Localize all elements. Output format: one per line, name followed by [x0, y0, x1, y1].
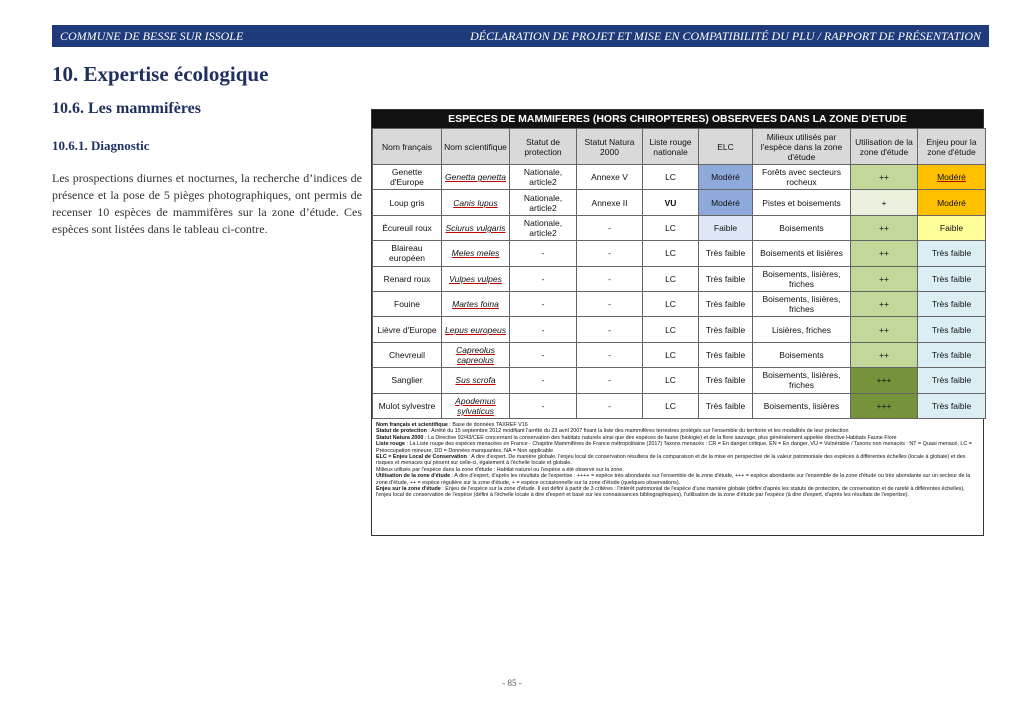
cell-milieux: Boisements, lisières: [753, 393, 851, 418]
cell-fr: Lièvre d'Europe: [373, 317, 442, 342]
cell-milieux: Lisières, friches: [753, 317, 851, 342]
cell-prot: Nationale, article2: [510, 215, 577, 240]
note-label: Nom français et scientifique: [376, 421, 448, 428]
note-text: : Arrêté du 15 septembre 2012 modifiant l'arrêté du 23 avril 2007 fixant la liste des mammifères terrestres protégés sur l'ensemble du territoire et les modalités de leur protection: [426, 428, 849, 435]
table-row: [373, 342, 986, 367]
cell-util: +++: [851, 368, 918, 393]
cell-fr: Blaireau européen: [373, 241, 442, 266]
cell-lr: LC: [643, 266, 699, 291]
cell-sci: Meles meles: [442, 241, 510, 266]
cell-lr: LC: [643, 215, 699, 240]
cell-natura: -: [577, 317, 643, 342]
table-row: [373, 190, 986, 215]
note-text: : A dire d'expert, d'après les résultats de l'expertise : ++++ = espèce très abondante sur l'ensemble de la zone d'étude, +++ = espèce abondante sur l'ensemble de la zone d'étude ou très abondante sur un secteur de la zone d'étude, ++ = espèce régulière sur la zone d'étude, + = espèce occasionnelle sur la zone d'étude (quelques observations).: [376, 473, 971, 486]
cell-prot: -: [510, 368, 577, 393]
cell-util: ++: [851, 291, 918, 316]
cell-elc: Très faible: [699, 241, 753, 266]
cell-natura: -: [577, 291, 643, 316]
cell-enjeu: Très faible: [918, 342, 986, 367]
cell-fr: Renard roux: [373, 266, 442, 291]
cell-natura: -: [577, 393, 643, 418]
subsubsection-title: 10.6.1. Diagnostic: [52, 138, 150, 153]
cell-prot: Nationale, article2: [510, 190, 577, 215]
cell-sci: Sus scrofa: [442, 368, 510, 393]
cell-sci: Canis lupus: [442, 190, 510, 215]
note-text: : A dire d'expert. De manière globale, l'enjeu local de conservation résultera de la comparaison et de la mise en perspective de la valeur patrimoniale des espèces à différentes échelles (locale à globale) et des risques et menaces qui pèsent sur celle-ci, également à l'échelle locale et globale.: [376, 453, 966, 467]
cell-elc: Faible: [699, 215, 753, 240]
cell-elc: Très faible: [699, 291, 753, 316]
note-line: [376, 454, 979, 467]
subsection-title: 10.6. Les mammifères: [52, 100, 201, 117]
header-left: COMMUNE DE BESSE SUR ISSOLE: [60, 28, 244, 43]
species-table-panel: [371, 109, 984, 536]
table-row: [373, 266, 986, 291]
species-table: [372, 128, 986, 419]
cell-natura: -: [577, 342, 643, 367]
cell-fr: Chevreuil: [373, 342, 442, 367]
cell-fr: Sanglier: [373, 368, 442, 393]
cell-enjeu: Modéré: [918, 165, 986, 190]
header-band: [52, 25, 989, 47]
cell-fr: Loup gris: [373, 190, 442, 215]
cell-natura: -: [577, 368, 643, 393]
body-paragraph: Les prospections diurnes et nocturnes, la recherche d’indices de présence et la pose de 5 pièges photographiques, ont permis de recenser 10 espèces de mammifères sur la zone d’étude. Ces espèces sont listées dans le tableau ci-contre.: [52, 171, 362, 236]
cell-fr: Écureuil roux: [373, 215, 442, 240]
cell-lr: LC: [643, 393, 699, 418]
cell-milieux: Boisements, lisières, friches: [753, 266, 851, 291]
cell-util: ++: [851, 317, 918, 342]
cell-lr: LC: [643, 241, 699, 266]
col-header: ELC: [699, 129, 753, 165]
cell-natura: Annexe V: [577, 165, 643, 190]
cell-sci: Vulpes vulpes: [442, 266, 510, 291]
cell-natura: Annexe II: [577, 190, 643, 215]
note-text: : Enjeu de l'espèce sur la zone d'étude. Il est défini à partir de 3 critères : l'intérêt patrimonial de l'espèce d'une manière globale (défini d'après les statuts de protection, de conservation et de rareté à différentes échelles), l'enjeu local de conservation de l'espèce (défini à l'échelle locale à dire d'expert et basé sur les connaissances bibliographiques), l'utilisation de la zone d'étude par l'espèce (à dire d'expert, d'après les résultats de l'expertise).: [376, 485, 965, 499]
cell-sci: Apodemus sylvaticus: [442, 393, 510, 418]
cell-lr: LC: [643, 291, 699, 316]
cell-enjeu: Très faible: [918, 368, 986, 393]
cell-enjeu: Très faible: [918, 393, 986, 418]
cell-elc: Très faible: [699, 317, 753, 342]
cell-milieux: Boisements, lisières, friches: [753, 291, 851, 316]
cell-sci: Martes foina: [442, 291, 510, 316]
cell-elc: Très faible: [699, 368, 753, 393]
cell-elc: Très faible: [699, 393, 753, 418]
table-notes: [372, 419, 983, 502]
note-label: Statut Natura 2000: [376, 434, 424, 441]
table-row: [373, 165, 986, 190]
cell-lr: LC: [643, 342, 699, 367]
cell-prot: -: [510, 393, 577, 418]
cell-elc: Modéré: [699, 190, 753, 215]
cell-enjeu: Très faible: [918, 266, 986, 291]
table-header-row: [373, 129, 986, 165]
cell-util: ++: [851, 266, 918, 291]
cell-sci: Sciurus vulgaris: [442, 215, 510, 240]
cell-elc: Très faible: [699, 342, 753, 367]
cell-prot: -: [510, 266, 577, 291]
note-label: Liste rouge: [376, 441, 406, 448]
cell-prot: -: [510, 317, 577, 342]
col-header: Statut Natura 2000: [577, 129, 643, 165]
col-header: Nom scientifique: [442, 129, 510, 165]
note-line: [376, 441, 979, 454]
col-header: Enjeu pour la zone d'étude: [918, 129, 986, 165]
table-row: [373, 291, 986, 316]
cell-util: ++: [851, 165, 918, 190]
col-header: Milieux utilisés par l'espèce dans la zone d'étude: [753, 129, 851, 165]
table-row: [373, 368, 986, 393]
note-label: Statut de protection: [376, 428, 427, 435]
note-text: : Base de données TAXREF V16: [447, 421, 528, 428]
cell-fr: Mulot sylvestre: [373, 393, 442, 418]
cell-util: ++: [851, 342, 918, 367]
cell-util: ++: [851, 215, 918, 240]
cell-elc: Très faible: [699, 266, 753, 291]
cell-enjeu: Modéré: [918, 190, 986, 215]
cell-prot: -: [510, 342, 577, 367]
note-text: : La Directive 92/43/CEE concernant la conservation des habitats naturels ainsi que des espèces de faune (biologie) et de la flore sauvage, plus généralement appelée directive Habitats Faune Flore: [423, 434, 897, 441]
cell-prot: -: [510, 241, 577, 266]
note-label: Enjeu sur la zone d'étude: [376, 485, 441, 492]
col-header: Nom français: [373, 129, 442, 165]
section-title: 10. Expertise écologique: [52, 62, 269, 86]
cell-milieux: Pistes et boisements: [753, 190, 851, 215]
page-number: - 85 -: [502, 678, 522, 688]
table-title: ESPECES DE MAMMIFERES (HORS CHIROPTERES) OBSERVEES DANS LA ZONE D'ETUDE: [372, 110, 983, 128]
cell-sci: Capreolus capreolus: [442, 342, 510, 367]
cell-fr: Fouine: [373, 291, 442, 316]
table-row: [373, 241, 986, 266]
table-row: [373, 393, 986, 418]
note-text: Milieux utilisés par l'espèce dans la zone d'étude : Habitat naturel ou l'espèce a été observé sur la zone.: [376, 466, 624, 473]
note-label: Utilisation de la zone d'étude: [376, 473, 451, 480]
cell-milieux: Boisements, lisières, friches: [753, 368, 851, 393]
cell-lr: LC: [643, 165, 699, 190]
note-text: : La Liste rouge des espèces menacées en France - Chapitre Mammifères de France métropolitaine (2017) Taxons menacés : CR = En danger critique, EN = En danger, VU = Vulnérable / Taxons non menacés : NT = Quasi menacé, LC = Préoccupation mineure, DD = Données manquantes, NA = Non applicable: [376, 441, 972, 454]
cell-natura: -: [577, 241, 643, 266]
cell-util: ++: [851, 241, 918, 266]
cell-milieux: Boisements: [753, 215, 851, 240]
cell-enjeu: Très faible: [918, 241, 986, 266]
cell-sci: Lepus europeus: [442, 317, 510, 342]
cell-prot: Nationale, article2: [510, 165, 577, 190]
cell-milieux: Boisements: [753, 342, 851, 367]
cell-milieux: Boisements et lisières: [753, 241, 851, 266]
table-row: [373, 215, 986, 240]
cell-enjeu: Très faible: [918, 291, 986, 316]
cell-prot: -: [510, 291, 577, 316]
cell-enjeu: Très faible: [918, 317, 986, 342]
cell-util: +++: [851, 393, 918, 418]
cell-lr: LC: [643, 317, 699, 342]
cell-fr: Genette d'Europe: [373, 165, 442, 190]
cell-lr: VU: [643, 190, 699, 215]
col-header: Utilisation de la zone d'étude: [851, 129, 918, 165]
cell-enjeu: Faible: [918, 215, 986, 240]
cell-elc: Modéré: [699, 165, 753, 190]
note-label: ELC = Enjeu Local de Conservation: [376, 453, 467, 460]
cell-lr: LC: [643, 368, 699, 393]
note-line: [376, 473, 979, 486]
cell-util: +: [851, 190, 918, 215]
table-row: [373, 317, 986, 342]
cell-natura: -: [577, 266, 643, 291]
cell-natura: -: [577, 215, 643, 240]
cell-sci: Genetta genetta: [442, 165, 510, 190]
cell-milieux: Forêts avec secteurs rocheux: [753, 165, 851, 190]
col-header: Statut de protection: [510, 129, 577, 165]
note-line: [376, 486, 979, 499]
header-right: DÉCLARATION DE PROJET ET MISE EN COMPATIBILITÉ DU PLU / RAPPORT DE PRÉSENTATION: [470, 28, 981, 43]
col-header: Liste rouge nationale: [643, 129, 699, 165]
